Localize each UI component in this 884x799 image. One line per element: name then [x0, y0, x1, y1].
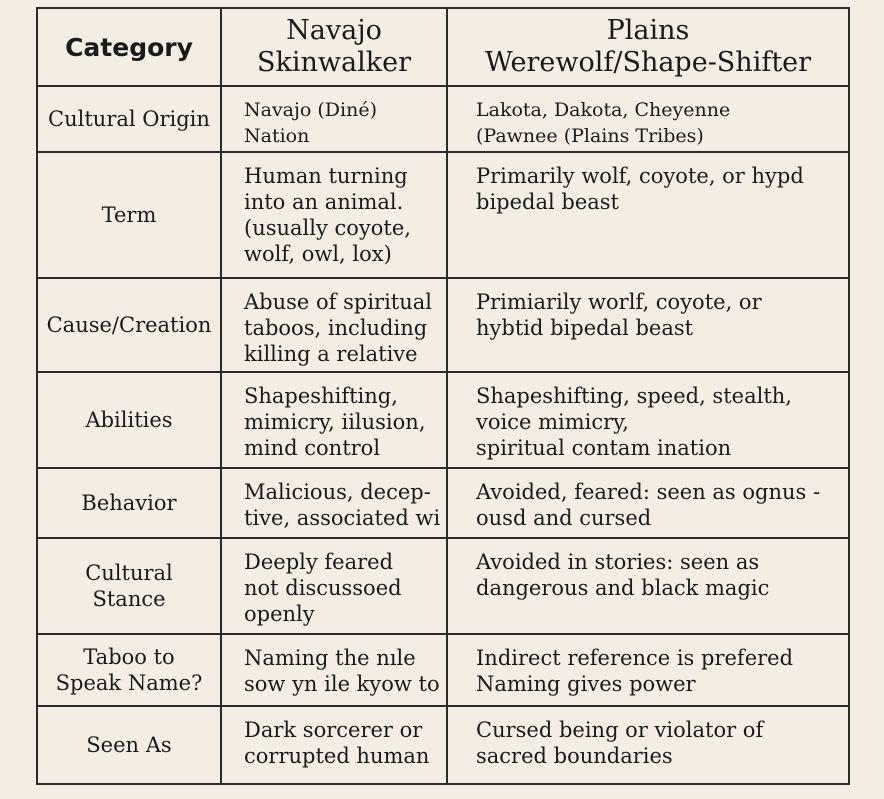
table-row: [37, 706, 849, 784]
row-category: Cultural Origin: [37, 86, 221, 152]
row-plains-cell: Indirect reference is prefered Naming gives power: [447, 634, 849, 706]
row-plains-cell: Shapeshifting, speed, stealth, voice mimicry, spiritual contam ination: [447, 372, 849, 468]
table-row: [37, 468, 849, 538]
row-plains-cell: Primarily wolf, coyote, or hypd bipedal beast: [447, 152, 849, 278]
row-navajo-cell: Deeply feared not discussoed openly: [221, 538, 447, 634]
row-navajo-cell: Abuse of spiritual taboos, including killing a relative: [221, 278, 447, 372]
table-header-row: [37, 8, 849, 86]
table-row: [37, 278, 849, 372]
header-navajo-skinwalker: Navajo Skinwalker: [221, 8, 447, 86]
header-category: Category: [37, 8, 221, 86]
table-row: [37, 538, 849, 634]
row-navajo-cell: Malicious, decep- tive, associated wi: [221, 468, 447, 538]
header-plains-shapeshifter: Plains Werewolf/Shape-Shifter: [447, 8, 849, 86]
table-row: [37, 86, 849, 152]
row-plains-cell: Cursed being or violator of sacred boundaries: [447, 706, 849, 784]
row-plains-cell: Primiarily worlf, coyote, or hybtid bipedal beast: [447, 278, 849, 372]
row-navajo-cell: Naming the nıle sow yn ile kyow to: [221, 634, 447, 706]
row-category: Taboo to Speak Name?: [37, 634, 221, 706]
row-category: Behavior: [37, 468, 221, 538]
comparison-table: [36, 7, 850, 785]
row-category: Term: [37, 152, 221, 278]
row-plains-cell: Lakota, Dakota, Cheyenne (Pawnee (Plains Tribes): [447, 86, 849, 152]
row-category: Cause/Creation: [37, 278, 221, 372]
table-row: [37, 634, 849, 706]
row-category: Seen As: [37, 706, 221, 784]
row-category: Cultural Stance: [37, 538, 221, 634]
row-navajo-cell: Navajo (Diné) Nation: [221, 86, 447, 152]
row-navajo-cell: Human turning into an animal. (usually coyote, wolf, owl, lox): [221, 152, 447, 278]
row-plains-cell: Avoided, feared: seen as ognus - ousd and cursed: [447, 468, 849, 538]
row-navajo-cell: Dark sorcerer or corrupted human: [221, 706, 447, 784]
table-row: [37, 372, 849, 468]
row-category: Abilities: [37, 372, 221, 468]
row-navajo-cell: Shapeshifting, mimicry, iilusion, mind control: [221, 372, 447, 468]
table-row: [37, 152, 849, 278]
row-plains-cell: Avoided in stories: seen as dangerous and black magic: [447, 538, 849, 634]
